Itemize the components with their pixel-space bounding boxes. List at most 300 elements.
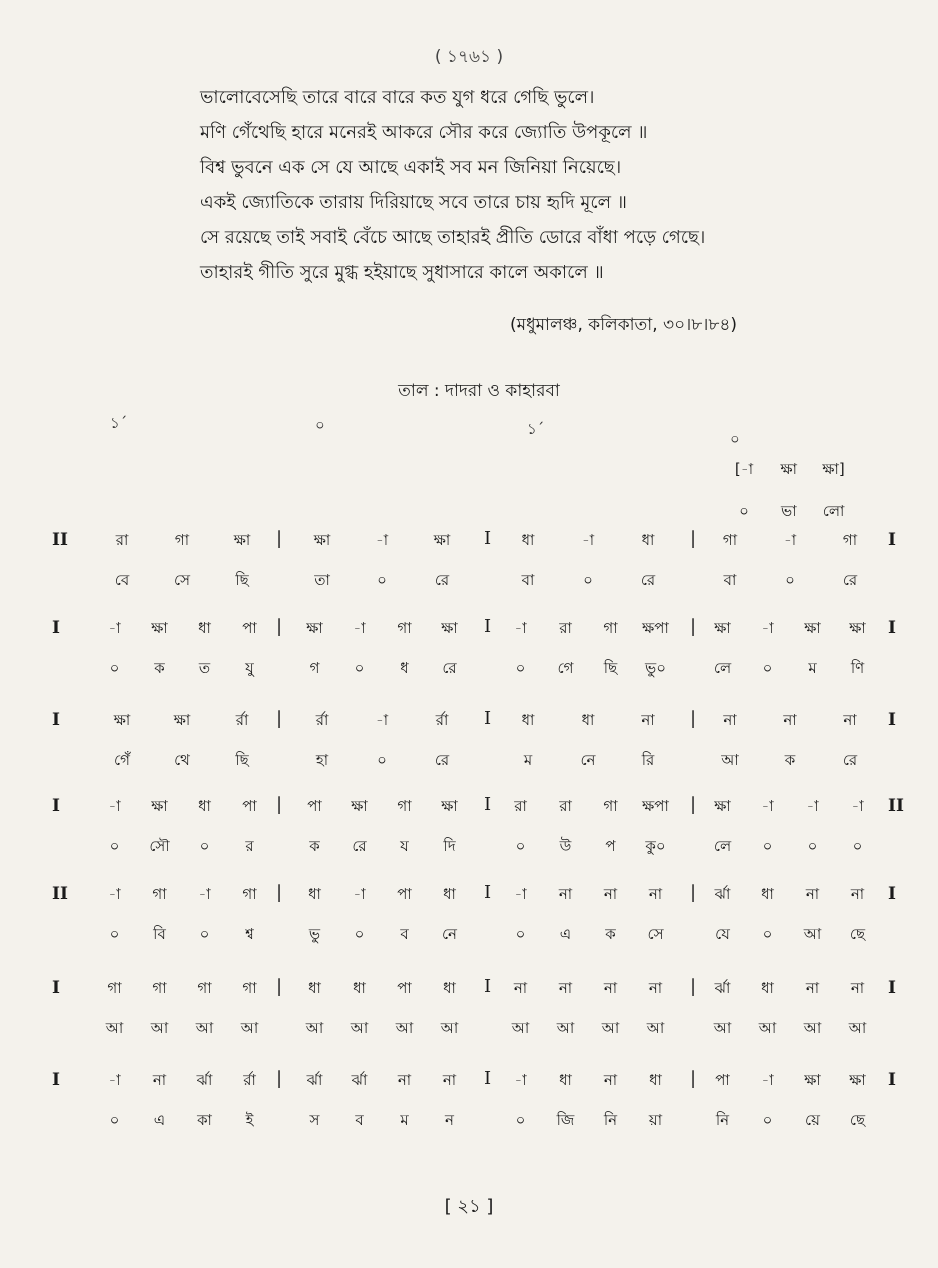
lyric-syllable: ক: [154, 659, 165, 677]
swara-note: -া: [198, 885, 211, 903]
swara-note: গা: [397, 619, 412, 637]
swara-note: ক্ষা: [714, 797, 731, 815]
measure: [498, 700, 678, 780]
lyric-syllable: ম: [400, 1111, 409, 1129]
swara-note: -া: [375, 711, 389, 729]
lyric-syllable: ছে: [849, 925, 866, 943]
swara-note: না: [152, 1071, 167, 1089]
barline: I: [484, 708, 492, 729]
swara-line: [700, 786, 880, 826]
swara-note: গা: [397, 797, 412, 815]
page-top-number: ( ১৭৬১ ): [434, 47, 504, 67]
lyric-syllable: ণি: [850, 659, 865, 677]
swara-note: -া: [108, 797, 121, 815]
row-trail-barline: I: [888, 530, 896, 550]
barline: |: [690, 528, 697, 549]
swara-note: ক্ষা: [306, 619, 323, 637]
intro-note: [-া: [734, 460, 754, 478]
swara-line: [92, 874, 272, 914]
swara-line: [700, 874, 880, 914]
swara-note: র্ঝা: [714, 979, 731, 997]
swara-note: গা: [107, 979, 122, 997]
lyric-syllable: ০: [199, 925, 210, 943]
swara-note: না: [843, 711, 857, 729]
lyric-syllable-line: [498, 1008, 678, 1048]
swara-note: রা: [559, 797, 572, 815]
swara-note: ধা: [443, 979, 456, 997]
barline: |: [276, 528, 283, 549]
lyric-syllable: আ: [758, 1019, 777, 1037]
lyric-syllable: ছি: [235, 571, 249, 589]
swara-note: র্রা: [435, 711, 449, 729]
swara-line: [700, 1060, 880, 1100]
swara-note: র্ঝা: [714, 885, 731, 903]
measure: [700, 700, 880, 780]
lyric-syllable-line: [92, 560, 272, 600]
lyric-syllable: ভু: [308, 925, 321, 943]
swara-note: না: [850, 979, 865, 997]
barline: I: [484, 1068, 492, 1089]
lyric-syllable: লে: [713, 659, 732, 677]
swara-line: [700, 968, 880, 1008]
lyric-syllable: ০: [515, 837, 526, 855]
lyric-syllable: হা: [315, 751, 329, 769]
lyric-syllable: প: [605, 837, 616, 855]
swara-note: -া: [353, 619, 366, 637]
lyric-syllable: ছি: [603, 659, 618, 677]
lyric-syllable: তা: [314, 571, 330, 589]
lyric-syllable: কু০: [645, 837, 666, 855]
swara-line: [292, 874, 472, 914]
lyric-syllable: ম: [523, 751, 533, 769]
swara-note: না: [558, 979, 573, 997]
row-trail-barline: I: [888, 618, 896, 638]
lyric-syllable-line: [498, 560, 678, 600]
swara-note: ক্ষা: [714, 619, 731, 637]
lyric-syllable: আ: [440, 1019, 459, 1037]
swara-note: না: [603, 885, 618, 903]
lyric-syllable: ০: [109, 659, 120, 677]
lyric-syllable: জি: [556, 1111, 575, 1129]
swara-note: ক্ষা: [313, 531, 331, 549]
lyric-syllable: য়া: [648, 1111, 663, 1129]
lyric-syllable: গেঁ: [114, 751, 130, 769]
swara-note: ক্ষা: [441, 619, 458, 637]
swara-note: ধা: [641, 531, 655, 549]
swara-note: গা: [174, 531, 190, 549]
lyric-syllable-line: [292, 648, 472, 688]
swara-note: গা: [722, 531, 738, 549]
lyric-syllable: আ: [721, 751, 739, 769]
swara-line: [92, 700, 272, 740]
lyric-syllable: কা: [197, 1111, 212, 1129]
swara-note: -া: [761, 797, 774, 815]
swara-note: ধা: [198, 797, 211, 815]
swara-line: [292, 700, 472, 740]
lyric-line: একই জ্যোতিকে তারায় দিরিয়াছে সবে তারে চায় হৃদি মূলে ॥: [200, 192, 627, 213]
row-lead-barline: I: [52, 1070, 60, 1090]
swara-note: না: [723, 711, 737, 729]
measure: [92, 608, 272, 688]
swara-note: র্রা: [243, 1071, 256, 1089]
swara-note: ক্ষা: [151, 619, 168, 637]
lyric-syllable: রে: [434, 571, 450, 589]
lyric-syllable-line: [92, 826, 272, 866]
measure: [700, 968, 880, 1048]
lyric-syllable: সে: [647, 925, 664, 943]
swara-note: না: [603, 1071, 618, 1089]
swara-note: ক্ষা: [233, 531, 251, 549]
barline: |: [276, 976, 283, 997]
measure: [700, 520, 880, 600]
barline: |: [690, 882, 697, 903]
swara-note: ধা: [308, 979, 321, 997]
swara-note: ধা: [443, 885, 456, 903]
swara-line: [498, 700, 678, 740]
lyric-syllable: ক: [309, 837, 320, 855]
lyric-syllable: ই: [245, 1111, 254, 1129]
lyric-syllable: ০: [377, 571, 387, 589]
lyric-syllable-line: [700, 826, 880, 866]
swara-note: ক্ষা: [173, 711, 191, 729]
swara-line: [700, 700, 880, 740]
lyric-syllable: ০: [354, 925, 365, 943]
swara-note: -া: [581, 531, 595, 549]
barline: |: [690, 708, 697, 729]
measure: [292, 968, 472, 1048]
swara-note: না: [397, 1071, 412, 1089]
swara-note: না: [850, 885, 865, 903]
lyric-syllable: ০: [199, 837, 210, 855]
swara-note: ক্ষা: [804, 1071, 821, 1089]
measure: [498, 520, 678, 600]
lyric-syllable-line: [700, 740, 880, 780]
lyric-syllable: আ: [848, 1019, 867, 1037]
barline: I: [484, 794, 492, 815]
swara-note: -া: [514, 1071, 527, 1089]
lyric-syllable-line: [498, 648, 678, 688]
swara-note: পা: [397, 979, 412, 997]
lyric-syllable: ০: [583, 571, 593, 589]
lyric-syllable: ০: [109, 1111, 120, 1129]
lyric-syllable-line: [700, 1100, 880, 1140]
lyric-syllable: বা: [723, 571, 737, 589]
lyric-syllable: ০: [762, 837, 773, 855]
lyric-syllable: রে: [434, 751, 450, 769]
lyric-syllable: সৌ: [149, 837, 170, 855]
lyric-syllable: ব: [355, 1111, 364, 1129]
lyric-syllable: ০: [515, 659, 526, 677]
measure: [700, 874, 880, 954]
lyric-syllable: যে: [715, 925, 730, 943]
swara-note: ক্ষা: [351, 797, 368, 815]
swara-note: -া: [353, 885, 366, 903]
swara-note: পা: [715, 1071, 730, 1089]
lyric-syllable: রে: [442, 659, 457, 677]
lyric-syllable-line: [498, 826, 678, 866]
lyrics-block: [200, 80, 920, 290]
swara-note: র্ঝা: [196, 1071, 213, 1089]
swara-note: -া: [108, 619, 121, 637]
lyric-line: সে রয়েছে তাই সবাই বেঁচে আছে তাহারই প্রীতি ডোরে বাঁধা পড়ে গেছে।: [200, 227, 706, 248]
swara-note: -া: [851, 797, 864, 815]
lyric-syllable-line: [292, 914, 472, 954]
lyric-syllable: ব: [400, 925, 409, 943]
lyric-syllable: আ: [240, 1019, 259, 1037]
swara-line: [292, 968, 472, 1008]
row-lead-barline: I: [52, 618, 60, 638]
swara-line: [292, 1060, 472, 1100]
swara-note: পা: [242, 619, 257, 637]
lyric-syllable: থে: [174, 751, 190, 769]
swara-note: ধা: [521, 531, 535, 549]
measure: [292, 786, 472, 866]
swara-line: [498, 1060, 678, 1100]
lyric-syllable: ০: [515, 1111, 526, 1129]
lyric-syllable-line: [700, 560, 880, 600]
lyric-syllable: এ: [153, 1111, 166, 1129]
measure: [292, 700, 472, 780]
lyric-syllable: নি: [603, 1111, 618, 1129]
swara-note: গা: [842, 531, 858, 549]
swara-note: রা: [514, 797, 527, 815]
intro-swara: [724, 458, 854, 483]
swara-note: -া: [761, 619, 774, 637]
lyric-syllable: য: [400, 837, 409, 855]
measure: [92, 874, 272, 954]
lyric-syllable: আ: [803, 925, 822, 943]
swara-note: ক্ষা: [433, 531, 451, 549]
row-trail-barline: II: [888, 796, 904, 816]
measure: [92, 968, 272, 1048]
lyric-syllable-line: [498, 914, 678, 954]
lyric-syllable: নে: [441, 925, 458, 943]
swara-note: র্রা: [235, 711, 249, 729]
row-lead-barline: I: [52, 710, 60, 730]
barline: |: [276, 882, 283, 903]
lyric-syllable: বা: [521, 571, 535, 589]
lyric-syllable: রে: [842, 751, 858, 769]
row-lead-barline: I: [52, 978, 60, 998]
lyric-syllable: আ: [713, 1019, 732, 1037]
lyric-syllable-line: [292, 1008, 472, 1048]
swara-line: [92, 608, 272, 648]
lyric-syllable: শ্ব: [245, 925, 254, 943]
lyric-syllable-line: [700, 914, 880, 954]
measure: [498, 786, 678, 866]
swara-note: গা: [242, 885, 257, 903]
swara-note: ক্ষা: [804, 619, 821, 637]
lyric-syllable: যু: [245, 659, 254, 677]
lyric-syllable-line: [92, 648, 272, 688]
lyric-syllable-line: [92, 914, 272, 954]
intro-syllable: ভা: [781, 502, 797, 520]
swara-note: না: [603, 979, 618, 997]
row-lead-barline: I: [52, 796, 60, 816]
measure: [92, 700, 272, 780]
swara-note: -া: [806, 797, 819, 815]
swara-note: গা: [603, 619, 618, 637]
lyric-syllable: দি: [443, 837, 456, 855]
swara-note: না: [648, 885, 663, 903]
lyric-syllable: ভু০: [645, 659, 666, 677]
swara-note: না: [805, 885, 820, 903]
row-trail-barline: I: [888, 978, 896, 998]
swara-note: না: [558, 885, 573, 903]
swara-note: না: [783, 711, 797, 729]
lyric-syllable: আ: [350, 1019, 369, 1037]
row-trail-barline: I: [888, 884, 896, 904]
swara-note: -া: [514, 885, 527, 903]
lyric-syllable: গ: [309, 659, 320, 677]
lyric-syllable: ০: [762, 925, 773, 943]
lyric-syllable: ম: [808, 659, 817, 677]
swara-note: ক্ষা: [849, 1071, 866, 1089]
lyric-syllable: আ: [646, 1019, 665, 1037]
barline: |: [276, 616, 283, 637]
lyric-syllable: লে: [713, 837, 732, 855]
swara-note: গা: [603, 797, 618, 815]
swara-note: ধা: [308, 885, 321, 903]
intro-syllable: লো: [822, 502, 845, 520]
lyric-syllable: রে: [640, 571, 656, 589]
lyric-syllable: ন: [445, 1111, 454, 1129]
lyric-line: ভালোবেসেছি তারে বারে বারে কত যুগ ধরে গেছি ভুলে।: [200, 87, 595, 108]
lyric-syllable: ০: [785, 571, 795, 589]
lyric-syllable: ত: [198, 659, 211, 677]
lyric-syllable: আ: [195, 1019, 214, 1037]
barline: I: [484, 616, 492, 637]
swara-line: [498, 608, 678, 648]
lyric-syllable: নে: [580, 751, 596, 769]
lyric-syllable: আ: [105, 1019, 124, 1037]
swara-note: গা: [197, 979, 212, 997]
swara-line: [92, 1060, 272, 1100]
swara-note: না: [442, 1071, 457, 1089]
beat-mark: ০: [730, 430, 740, 448]
lyric-syllable: ছি: [235, 751, 249, 769]
lyric-syllable-line: [498, 1100, 678, 1140]
barline: |: [690, 1068, 697, 1089]
swara-note: ক্ষপা: [642, 797, 669, 815]
lyric-syllable: য়ে: [805, 1111, 820, 1129]
lyric-syllable-line: [292, 1100, 472, 1140]
barline: |: [690, 976, 697, 997]
swara-line: [700, 520, 880, 560]
swara-note: ক্ষা: [113, 711, 131, 729]
swara-line: [498, 786, 678, 826]
lyric-syllable: ০: [807, 837, 818, 855]
lyric-syllable: নি: [715, 1111, 730, 1129]
lyric-syllable: রে: [352, 837, 367, 855]
taal-heading: তাল : দাদরা ও কাহারবা: [398, 381, 560, 401]
lyric-syllable: ০: [109, 837, 120, 855]
swara-note: ধা: [521, 711, 535, 729]
lyric-syllable: আ: [803, 1019, 822, 1037]
measure: [92, 786, 272, 866]
swara-note: -া: [783, 531, 797, 549]
swara-note: র্ঝা: [351, 1071, 368, 1089]
lyric-syllable: আ: [556, 1019, 575, 1037]
lyric-syllable: উ: [559, 837, 572, 855]
swara-note: ক্ষপা: [642, 619, 669, 637]
lyric-syllable-line: [292, 740, 472, 780]
swara-note: র্ঝা: [306, 1071, 323, 1089]
swara-note: না: [805, 979, 820, 997]
lyric-syllable: ০: [377, 751, 387, 769]
measure: [92, 520, 272, 600]
row-trail-barline: I: [888, 710, 896, 730]
barline: I: [484, 882, 492, 903]
lyric-syllable: ধ: [400, 659, 409, 677]
swara-line: [292, 608, 472, 648]
barline: |: [276, 708, 283, 729]
lyric-syllable: ক: [784, 751, 796, 769]
lyric-line: মণি গেঁথেছি হারে মনেরই আকরে সৌর করে জ্যোতি উপকূলে ॥: [200, 122, 648, 143]
lyric-syllable: ০: [852, 837, 863, 855]
lyric-syllable: আ: [601, 1019, 620, 1037]
lyric-syllable: ০: [762, 1111, 773, 1129]
swara-note: -া: [514, 619, 527, 637]
barline: |: [276, 1068, 283, 1089]
lyric-syllable-line: [92, 1100, 272, 1140]
swara-note: ক্ষা: [849, 619, 866, 637]
swara-note: গা: [152, 885, 167, 903]
measure: [292, 520, 472, 600]
swara-note: না: [641, 711, 655, 729]
swara-line: [292, 786, 472, 826]
swara-line: [498, 520, 678, 560]
swara-line: [700, 608, 880, 648]
lyric-syllable: আ: [150, 1019, 169, 1037]
swara-note: -া: [761, 1071, 774, 1089]
lyric-syllable: বি: [153, 925, 166, 943]
measure: [498, 874, 678, 954]
citation: (মধুমালঞ্চ, কলিকাতা, ৩০।৮।৮৪): [510, 315, 738, 335]
lyric-syllable: ০: [515, 925, 526, 943]
lyric-syllable: সে: [174, 571, 190, 589]
lyric-syllable-line: [92, 740, 272, 780]
barline: |: [276, 794, 283, 815]
lyric-syllable: ০: [354, 659, 365, 677]
lyric-syllable: র: [245, 837, 254, 855]
swara-note: -া: [108, 885, 121, 903]
beat-mark: ১´: [527, 420, 545, 438]
lyric-syllable-line: [498, 740, 678, 780]
swara-note: রা: [559, 619, 572, 637]
measure: [700, 1060, 880, 1140]
measure: [700, 608, 880, 688]
swara-note: গা: [242, 979, 257, 997]
swara-note: র্রা: [315, 711, 329, 729]
barline: |: [690, 616, 697, 637]
swara-note: ধা: [198, 619, 211, 637]
barline: |: [690, 794, 697, 815]
lyric-syllable: আ: [511, 1019, 530, 1037]
measure: [292, 608, 472, 688]
lyric-syllable: ০: [109, 925, 120, 943]
swara-note: পা: [242, 797, 257, 815]
swara-line: [498, 874, 678, 914]
swara-note: ধা: [353, 979, 366, 997]
row-lead-barline: II: [52, 530, 68, 550]
intro-note: ক্ষা: [780, 460, 798, 478]
beat-mark: ১´: [110, 414, 128, 432]
swara-note: গা: [152, 979, 167, 997]
lyric-line: বিশ্ব ভুবনে এক সে যে আছে একাই সব মন জিনিয়া নিয়েছে।: [200, 157, 622, 178]
swara-note: ধা: [559, 1071, 572, 1089]
swara-note: ধা: [761, 885, 774, 903]
